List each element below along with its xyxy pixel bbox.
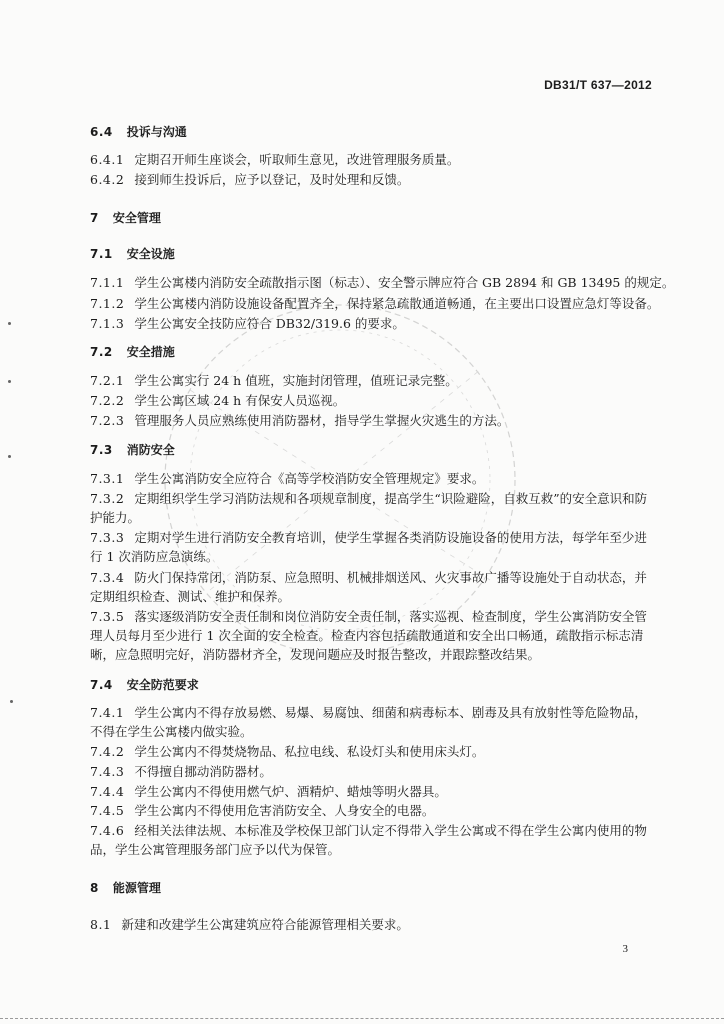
clause-7-4-1: 7.4.1 学生公寓内不得存放易燃、易爆、易腐蚀、细菌和病毒标本、剧毒及具有放射性等危险物品，不得在学生公寓楼内做实验。 bbox=[90, 705, 647, 739]
clause-8-1: 8.1 新建和改建学生公寓建筑应符合能源管理相关要求。 bbox=[90, 917, 409, 932]
clause-6-4-1: 6.4.1 定期召开师生座谈会，听取师生意见，改进管理服务质量。 bbox=[90, 152, 460, 167]
clause-7-3-5: 7.3.5 落实逐级消防安全责任制和岗位消防安全责任制，落实巡视、检查制度，学生公寓消防安全管理人员每月至少进行 1 次全面的安全检查。检查内容包括疏散通道和安全出口畅通，疏散指示标志清晰，应急照明完好，消防器材齐全，发现问题应及时报告整改，并跟踪整改结果。 bbox=[90, 609, 647, 662]
heading-7: 7 安全管理 bbox=[90, 211, 161, 225]
clause-7-3-3: 7.3.3 定期对学生进行消防安全教育培训，使学生掌握各类消防设施设备的使用方法，每学年至少进行 1 次消防应急演练。 bbox=[90, 530, 647, 564]
clause-7-2-1: 7.2.1 学生公寓实行 24 h 值班，实施封闭管理，值班记录完整。 bbox=[90, 373, 458, 388]
heading-7-3: 7.3 消防安全 bbox=[90, 443, 175, 457]
standard-code: DB31/T 637—2012 bbox=[544, 78, 652, 92]
clause-7-4-6: 7.4.6 经相关法律法规、本标准及学校保卫部门认定不得带入学生公寓或不得在学生公寓内使用的物品，学生公寓管理服务部门应予以代为保管。 bbox=[90, 823, 647, 857]
clause-7-3-2: 7.3.2 定期组织学生学习消防法规和各项规章制度，提高学生“识险避险，自救互救”的安全意识和防护能力。 bbox=[90, 491, 648, 525]
clause-7-4-5: 7.4.5 学生公寓内不得使用危害消防安全、人身安全的电器。 bbox=[90, 803, 435, 818]
clause-7-2-3: 7.2.3 管理服务人员应熟练使用消防器材，指导学生掌握火灾逃生的方法。 bbox=[90, 413, 510, 428]
clause-6-4-2: 6.4.2 接到师生投诉后，应予以登记，及时处理和反馈。 bbox=[90, 172, 410, 187]
scan-speck bbox=[8, 380, 11, 383]
scan-speck bbox=[8, 322, 11, 325]
heading-7-1: 7.1 安全设施 bbox=[90, 247, 175, 261]
heading-8: 8 能源管理 bbox=[90, 881, 161, 895]
clause-7-1-3: 7.1.3 学生公寓安全技防应符合 DB32/319.6 的要求。 bbox=[90, 316, 405, 331]
clause-7-4-3: 7.4.3 不得擅自挪动消防器材。 bbox=[90, 764, 272, 779]
clause-7-4-2: 7.4.2 学生公寓内不得焚烧物品、私拉电线、私设灯头和使用床头灯。 bbox=[90, 744, 485, 759]
clause-7-3-1: 7.3.1 学生公寓消防安全应符合《高等学校消防安全管理规定》要求。 bbox=[90, 471, 485, 486]
clause-7-2-2: 7.2.2 学生公寓区域 24 h 有保安人员巡视。 bbox=[90, 393, 346, 408]
clause-7-4-4: 7.4.4 学生公寓内不得使用燃气炉、酒精炉、蜡烛等明火器具。 bbox=[90, 784, 447, 799]
heading-7-4: 7.4 安全防范要求 bbox=[90, 678, 199, 692]
clause-7-1-2: 7.1.2 学生公寓楼内消防设施设备配置齐全，保持紧急疏散通道畅通，在主要出口设置应急灯等设备。 bbox=[90, 296, 660, 311]
heading-7-2: 7.2 安全措施 bbox=[90, 345, 175, 359]
clause-7-1-1: 7.1.1 学生公寓楼内消防安全疏散指示图（标志）、安全警示牌应符合 GB 2894 和 GB 13495 的规定。 bbox=[90, 275, 675, 290]
heading-6-4: 6.4 投诉与沟通 bbox=[90, 125, 187, 139]
scan-edge-rule bbox=[0, 1018, 724, 1020]
scan-speck bbox=[8, 455, 11, 458]
scan-speck bbox=[10, 700, 13, 703]
clause-7-3-4: 7.3.4 防火门保持常闭，消防泵、应急照明、机械排烟送风、火灾事故广播等设施处于自动状态，并定期组织检查、测试、维护和保养。 bbox=[90, 570, 647, 604]
page-number: 3 bbox=[622, 943, 628, 955]
